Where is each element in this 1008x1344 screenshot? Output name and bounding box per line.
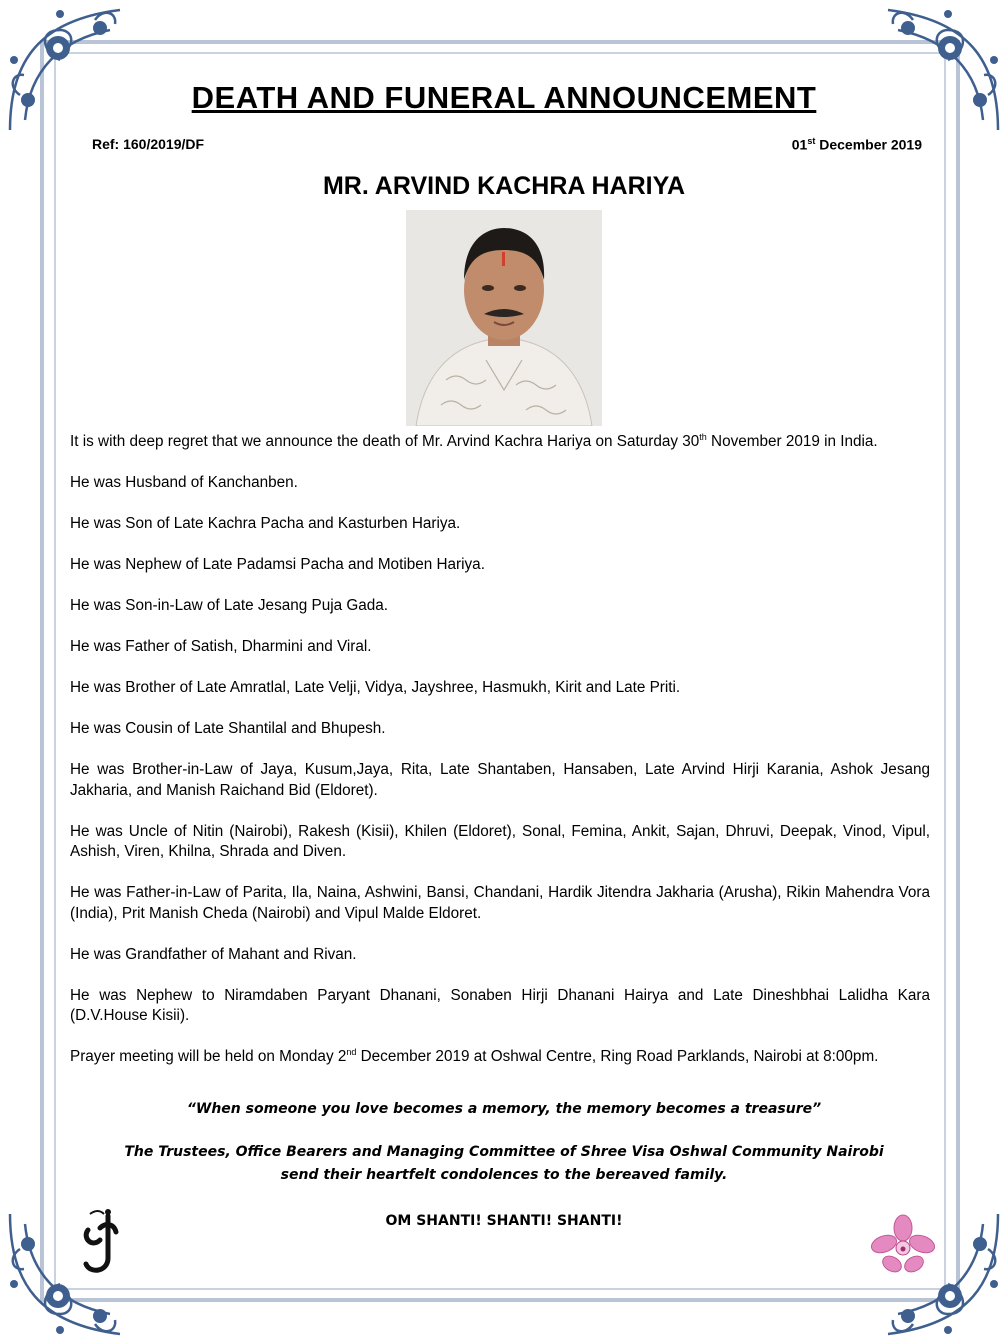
floral-corner-top-right-icon: [868, 0, 1008, 140]
paragraph-uncle: He was Uncle of Nitin (Nairobi), Rakesh (Kisii), Khilen (Eldoret), Sonal, Femina, Ankit, Sajan, Dhruvi, Deepak, Vinod, Vipul, Ashish, Viren, Khilna, Shrada and Diven.: [70, 822, 930, 860]
paragraph-grandfather: He was Grandfather of Mahant and Rivan.: [70, 945, 357, 963]
condolence-line-2: send their heartfelt condolences to the bereaved family.: [280, 1167, 728, 1183]
portrait-icon: [406, 210, 602, 426]
announcement-body: [70, 432, 930, 1088]
paragraph-son: He was Son of Late Kachra Pacha and Kasturben Hariya.: [70, 515, 461, 532]
paragraph-brother: He was Brother of Late Amratlal, Late Velji, Vidya, Jayshree, Hasmukh, Kirit and Late Priti.: [70, 679, 681, 696]
paragraph-son-in-law: He was Son-in-Law of Late Jesang Puja Gada.: [70, 597, 389, 614]
paragraph-prayer-meeting: [70, 1047, 930, 1068]
paragraph-text: Prayer meeting will be held on Monday 2: [70, 1048, 347, 1065]
date-suffix: st: [807, 136, 816, 146]
reference-number: Ref: 160/2019/DF: [92, 136, 205, 152]
paragraph-nephew-to: He was Nephew to Niramdaben Paryant Dhanani, Sonaben Hirji Dhanani Hairya and Late Dineshbhai Lalidha Kara (D.V.House Kisii).: [70, 986, 930, 1024]
portrait-photo: [406, 210, 602, 426]
condolence-message: [0, 1141, 1008, 1187]
announcement-date: [792, 136, 922, 153]
paragraph-husband: He was Husband of Kanchanben.: [70, 474, 298, 491]
date-month-year: December 2019: [815, 136, 922, 153]
paragraph-text: November 2019 in India.: [706, 433, 878, 450]
ordinal-suffix: th: [699, 431, 707, 442]
om-shanti-text: OM SHANTI! SHANTI! SHANTI!: [385, 1213, 623, 1229]
paragraph-cousin: He was Cousin of Late Shantilal and Bhupesh.: [70, 720, 386, 737]
ordinal-suffix: nd: [346, 1046, 357, 1057]
floral-corner-top-left-icon: [0, 0, 140, 140]
jain-symbol-icon: [80, 1208, 124, 1278]
memorial-quote: “When someone you love becomes a memory, the memory becomes a treasure”: [186, 1101, 822, 1117]
paragraph-brother-in-law: He was Brother-in-Law of Jaya, Kusum,Jaya, Rita, Late Shantaben, Hansaben, Late Arvind Hirji Karania, Ashok Jesang Jakharia, and Manish Raichand Bid (Eldoret).: [70, 761, 930, 799]
paragraph-nephew: He was Nephew of Late Padamsi Pacha and Motiben Hariya.: [70, 556, 485, 573]
orchid-flower-icon: [870, 1214, 936, 1280]
paragraph-father: He was Father of Satish, Dharmini and Viral.: [70, 638, 372, 655]
paragraph-death-notice: [70, 432, 930, 453]
deceased-name: MR. ARVIND KACHRA HARIYA: [322, 172, 686, 200]
paragraph-text: It is with deep regret that we announce the death of Mr. Arvind Kachra Hariya on Saturday 30: [70, 433, 700, 450]
condolence-line-1: The Trustees, Office Bearers and Managing Committee of Shree Visa Oshwal Community Nairobi: [124, 1144, 884, 1160]
paragraph-father-in-law: He was Father-in-Law of Parita, Ila, Naina, Ashwini, Bansi, Chandani, Hardik Jitendra Jakharia (Arusha), Rikin Mahendra Vora (India), Prit Manish Cheda (Nairobi) and Vipul Malde Eldoret.: [70, 884, 930, 922]
page-title: DEATH AND FUNERAL ANNOUNCEMENT: [191, 80, 817, 115]
paragraph-text: December 2019 at Oshwal Centre, Ring Road Parklands, Nairobi at 8:00pm.: [356, 1048, 879, 1065]
date-day: 01: [791, 136, 808, 153]
